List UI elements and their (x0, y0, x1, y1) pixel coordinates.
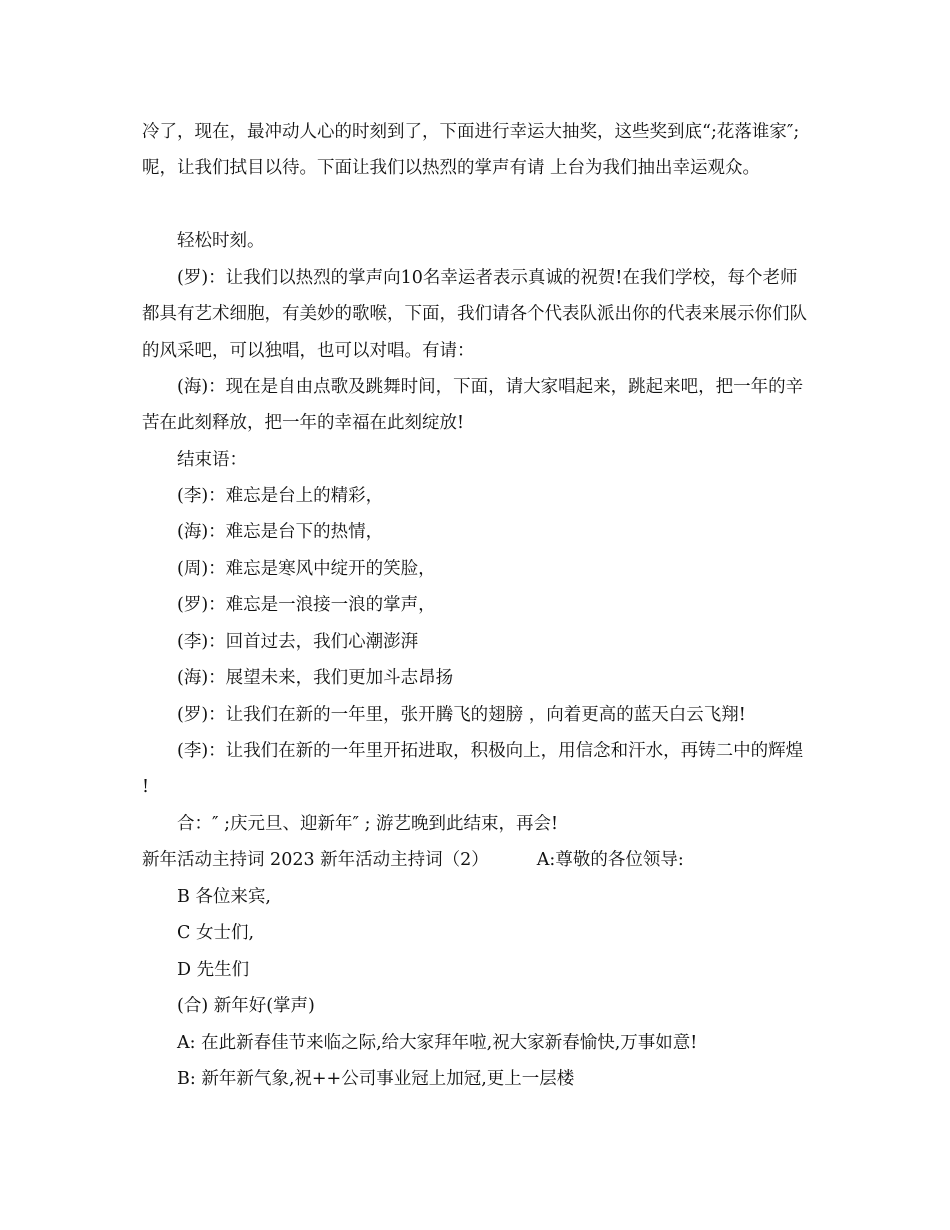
line-together-greeting: (合) 新年好(掌声) (177, 996, 315, 1016)
paragraph-closing-heading: 结束语： (177, 450, 247, 470)
paragraph-luo-1: (罗)：难忘是一浪接一浪的掌声， (177, 595, 436, 615)
line-ladies: C 女士们, (177, 923, 255, 943)
paragraph-li-3: (李)：让我们在新的一年里开拓进取，积极向上，用信念和汗水，再铸二中的辉煌 ! (142, 741, 804, 798)
paragraph-li-2: (李)：回首过去，我们心潮澎湃 (177, 632, 419, 652)
line-b-blessing: B: 新年新气象,祝++公司事业冠上加冠,更上一层楼 (177, 1069, 575, 1089)
paragraph-lottery: 冷了，现在，最冲动人心的时刻到了，下面进行幸运大抽奖，这些奖到底“;花落谁家″;呢，让我们拭目以待。下面让我们以热烈的掌声有请 上台为我们抽出幸运观众。 (142, 122, 800, 179)
paragraph-hai-1: (海)：难忘是台下的热情， (177, 522, 384, 542)
line-a-blessing: A: 在此新春佳节来临之际,给大家拜年啦,祝大家新春愉快,万事如意! (177, 1033, 698, 1053)
line-guests: B 各位来宾, (177, 887, 271, 907)
section-heading-line (142, 842, 814, 878)
paragraph-luo-2: (罗)：让我们在新的一年里，张开腾飞的翅膀 ，向着更高的蓝天白云飞翔! (177, 705, 746, 725)
paragraph-luo-singing: (罗)：让我们以热烈的掌声向10名幸运者表示真诚的祝贺!在我们学校，每个老师都具有艺术细胞，有美妙的歌喉，下面，我们请各个代表队派出你的代表来展示你们队的风采吧，可以独唱，也可以对唱。有请： (142, 268, 807, 361)
paragraph-li-1: (李)：难忘是台上的精彩， (177, 486, 384, 506)
paragraph-hai-dance: (海)：现在是自由点歌及跳舞时间，下面，请大家唱起来，跳起来吧，把一年的辛苦在此刻释放，把一年的幸福在此刻绽放! (142, 377, 804, 434)
section-title: 新年活动主持词 2023 新年活动主持词（2） (142, 850, 489, 870)
section-first-line: A:尊敬的各位领导: (536, 850, 684, 870)
line-gentlemen: D 先生们 (177, 960, 250, 980)
paragraph-hai-2: (海)：展望未来，我们更加斗志昂扬 (177, 668, 454, 688)
paragraph-relax-time: 轻松时刻。 (177, 231, 265, 251)
paragraph-together-closing: 合：″ ;庆元旦、迎新年″ ; 游艺晚到此结束，再会! (177, 814, 559, 834)
paragraph-zhou-1: (周)：难忘是寒风中绽开的笑脸， (177, 559, 436, 579)
